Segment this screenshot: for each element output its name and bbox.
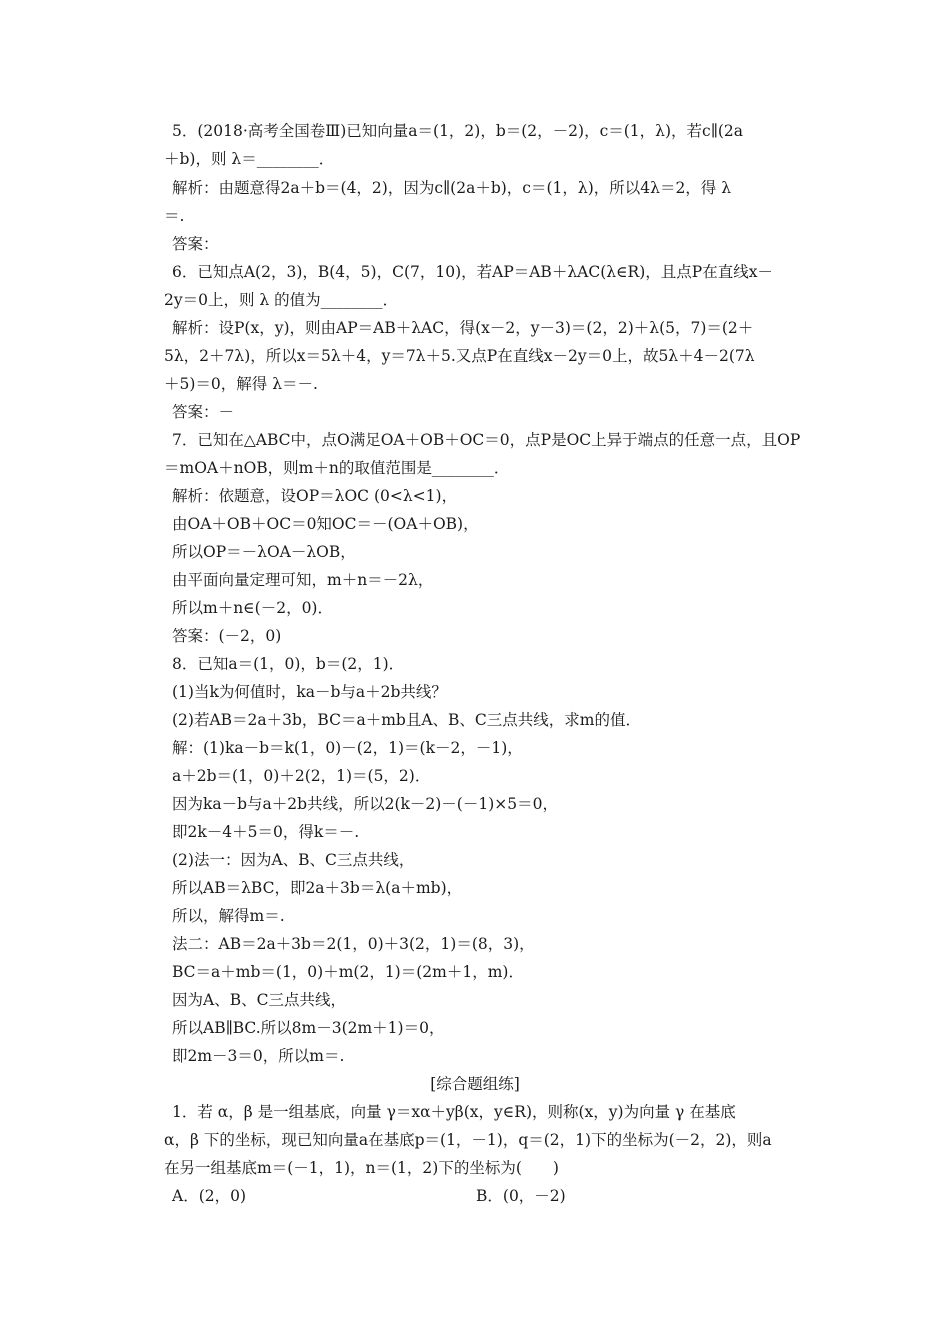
q6-answer: 答案：－ [172,403,235,421]
q8-solution-line-5: (2)法一：因为A、B、C三点共线， [172,851,415,869]
q5-line-1: 5．(2018·高考全国卷Ⅲ)已知向量a＝(1，2)，b＝(2，－2)，c＝(1，λ)，若c∥(2a [172,122,744,140]
q7-solution-line-5: 所以m＋n∈(－2，0)． [172,599,333,617]
q5-solution-line-2: ＝. [164,207,185,225]
q6-solution-line-3: ＋5)＝0，解得 λ＝－. [164,375,318,393]
q8-solution-line-7: 所以，解得m＝. [172,907,285,925]
q8-line-1: 8．已知a＝(1，0)，b＝(2，1)． [172,655,405,673]
q8-solution-line-6: 所以AB＝λBC，即2a＋3b＝λ(a＋mb)， [172,879,463,897]
q8-solution-line-12: 即2m－3＝0，所以m＝. [172,1047,345,1065]
q8-solution-line-2: a＋2b＝(1，0)＋2(2，1)＝(5，2)． [172,767,431,785]
q7-line-2: ＝mOA＋nOB，则m＋n的取值范围是________． [164,459,510,477]
option-a: A．(2，0) [172,1187,247,1205]
q6-solution-line-1: 解析：设P(x，y)，则由AP＝AB＋λAC，得(x－2，y－3)＝(2，2)＋λ(5，7)＝(2＋ [172,319,754,337]
q8-solution-line-4: 即2k－4＋5＝0，得k＝－. [172,823,360,841]
option-b: B．(0，－2) [476,1187,566,1205]
c1-line-2: α，β 下的坐标，现已知向量a在基底p＝(1，－1)，q＝(2，1)下的坐标为(－2，2)，则a [164,1131,772,1149]
q7-solution-line-3: 所以OP＝－λOA－λOB， [172,543,356,561]
q8-solution-line-11: 所以AB∥BC.所以8m－3(2m＋1)＝0， [172,1019,445,1037]
q7-solution-line-4: 由平面向量定理可知，m＋n＝－2λ， [172,571,434,589]
q7-line-1: 7．已知在△ABC中，点O满足OA＋OB＋OC＝0，点P是OC上异于端点的任意一点，且OP [172,431,801,449]
q7-answer: 答案：(－2，0) [172,627,282,645]
section-heading: [综合题组练] [430,1075,520,1093]
q8-part-2: (2)若AB＝2a＋3b，BC＝a＋mb且A、B、C三点共线，求m的值． [172,711,641,729]
c1-line-3: 在另一组基底m＝(－1，1)，n＝(1，2)下的坐标为( ) [164,1159,559,1177]
q8-part-1: (1)当k为何值时，ka－b与a＋2b共线？ [172,683,447,701]
q8-solution-line-10: 因为A、B、C三点共线， [172,991,346,1009]
q5-line-2: ＋b)，则 λ＝________． [164,150,335,168]
q8-solution-line-3: 因为ka－b与a＋2b共线，所以2(k－2)－(－1)×5＝0， [172,795,558,813]
c1-line-1: 1．若 α，β 是一组基底，向量 γ＝xα＋yβ(x，y∈R)，则称(x，y)为向量 γ 在基底 [172,1103,736,1121]
q5-solution-line-1: 解析：由题意得2a＋b＝(4，2)，因为c∥(2a＋b)，c＝(1，λ)，所以4λ＝2，得 λ [172,179,732,197]
q5-answer: 答案： [172,235,219,253]
q7-solution-line-1: 解析：依题意，设OP＝λOC (0<λ<1)， [172,487,458,505]
q7-solution-line-2: 由OA＋OB＋OC＝0知OC＝－(OA＋OB)， [172,515,479,533]
q6-solution-line-2: 5λ，2＋7λ)，所以x＝5λ＋4，y＝7λ＋5.又点P在直线x－2y＝0上，故5λ＋4－2(7λ [164,347,755,365]
q6-line-2: 2y＝0上，则 λ 的值为________． [164,291,399,309]
q8-solution-line-9: BC＝a＋mb＝(1，0)＋m(2，1)＝(2m＋1，m)． [172,963,524,981]
q8-solution-line-8: 法二：AB＝2a＋3b＝2(1，0)＋3(2，1)＝(8，3)， [172,935,535,953]
q6-line-1: 6．已知点A(2，3)，B(4，5)，C(7，10)，若AP＝AB＋λAC(λ∈R)，且点P在直线x－ [172,263,773,281]
q8-solution-line-1: 解：(1)ka－b＝k(1，0)－(2，1)＝(k－2，－1)， [172,739,523,757]
